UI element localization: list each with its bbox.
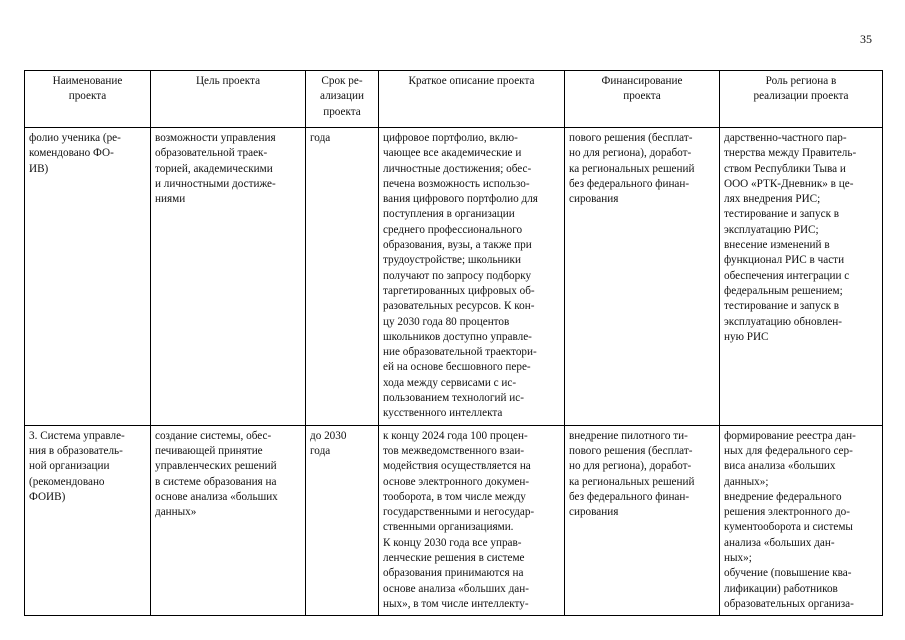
text-line: тестирование и запуск в (724, 208, 840, 221)
text-line: печивающей принятие (155, 444, 263, 457)
text-line: анализа «больших дан- (724, 536, 835, 549)
text-line: внедрение пилотного ти- (569, 429, 688, 442)
text-line: сирования (569, 193, 619, 206)
cell-project-term (306, 128, 379, 426)
text-line: Краткое описание проекта (408, 75, 535, 87)
text-line: К концу 2030 года все управ- (383, 536, 522, 549)
table-row (25, 128, 883, 426)
cell-project-financing (565, 425, 720, 616)
text-line: основе анализа «больших (155, 490, 278, 503)
text-line: образования принимаются на (383, 567, 524, 580)
text-line: и личностными достиже- (155, 177, 276, 190)
text-line: модействия осуществляется на (383, 460, 531, 473)
text-line: данных»; (724, 475, 769, 488)
text-line: чающее все академические и (383, 147, 522, 160)
header-project-goal (151, 71, 306, 128)
text-line: федеральным решением; (724, 284, 843, 297)
text-line: кусственного интеллекта (383, 407, 503, 420)
header-row (25, 71, 883, 128)
text-line: эксплуатацию обновлен- (724, 315, 842, 328)
text-line: ной организации (29, 460, 110, 473)
cell-project-description (379, 128, 565, 426)
text-line: внесение изменений в (724, 239, 830, 252)
header-project-financing (565, 71, 720, 128)
page-number: 35 (860, 32, 872, 46)
text-line: образования, вузы, а также при (383, 239, 532, 252)
cell-project-name (25, 425, 151, 616)
text-line: тестирование и запуск в (724, 300, 840, 313)
header-project-term (306, 71, 379, 128)
text-line: ных»; (724, 552, 752, 565)
text-line: цу 2030 года 80 процентов (383, 315, 510, 328)
text-line: ние образовательной траектори- (383, 346, 537, 359)
text-line: виса анализа «больших (724, 460, 836, 473)
text-line: проекта (323, 105, 361, 118)
cell-region-role (720, 128, 883, 426)
text-line: до 2030 (310, 429, 347, 442)
text-line: ленческие решения в системе (383, 552, 525, 565)
text-line: тооборота, в том числе между (383, 490, 526, 503)
text-line: решения электронного до- (724, 506, 850, 519)
text-line: дарственно-частного пар- (724, 132, 847, 144)
text-line: основе электронного докумен- (383, 475, 530, 488)
text-line: без федерального финан- (569, 177, 690, 190)
text-line: комендовано ФО- (29, 147, 114, 160)
text-line: основе анализа «больших дан- (383, 582, 529, 595)
text-line: пового решения (бесплат- (569, 132, 693, 144)
header-project-description (379, 71, 565, 128)
text-line: (рекомендовано (29, 475, 105, 488)
text-line: к концу 2024 года 100 процен- (383, 429, 528, 442)
table-row (25, 425, 883, 616)
text-line: вания цифрового портфолио для (383, 193, 538, 206)
projects-table (24, 70, 883, 616)
text-line: проекта (68, 90, 107, 103)
text-line: реализации проекта (753, 90, 849, 103)
text-line: ниями (155, 193, 186, 206)
text-line: ООО «РТК-Дневник» в це- (724, 177, 854, 190)
text-line: ка региональных решений (569, 162, 695, 175)
cell-project-term (306, 425, 379, 616)
text-line: разовательных ресурсов. К кон- (383, 300, 535, 313)
text-line: внедрение федерального (724, 490, 842, 503)
text-line: сирования (569, 506, 619, 519)
text-line: личностные достижения; обес- (383, 162, 532, 175)
text-line: тнерства между Правитель- (724, 147, 857, 160)
text-line: Срок ре- (321, 75, 363, 87)
text-line: 3. Система управле- (29, 429, 125, 442)
cell-project-goal (151, 425, 306, 616)
cell-project-financing (565, 128, 720, 426)
text-line: обеспечения интеграции с (724, 269, 850, 282)
text-line: возможности управления (155, 132, 276, 144)
text-line: таргетированных цифровых об- (383, 284, 535, 297)
text-line: пового решения (бесплат- (569, 444, 693, 457)
text-line: кументооборота и системы (724, 521, 853, 534)
header-project-name (25, 71, 151, 128)
text-line: обучение (повышение ква- (724, 567, 852, 580)
text-line: ка региональных решений (569, 475, 695, 488)
text-line: но для региона), доработ- (569, 460, 692, 473)
text-line: в системе образования на (155, 475, 277, 488)
text-line: тов межведомственного взаи- (383, 444, 525, 457)
cell-project-goal (151, 128, 306, 426)
text-line: но для региона), доработ- (569, 147, 692, 160)
text-line: без федерального финан- (569, 490, 690, 503)
text-line: Роль региона в (765, 75, 837, 87)
text-line: ную РИС (724, 330, 769, 343)
text-line: образовательной траек- (155, 147, 268, 160)
text-line: эксплуатацию РИС; (724, 223, 819, 236)
text-line: хода между сервисами с ис- (383, 376, 517, 389)
text-line: фолио ученика (ре- (29, 132, 121, 144)
cell-project-description (379, 425, 565, 616)
text-line: школьников доступно управле- (383, 330, 532, 343)
cell-project-name (25, 128, 151, 426)
text-line: функционал РИС в части (724, 254, 845, 267)
cell-region-role (720, 425, 883, 616)
text-line: Наименование (52, 75, 123, 87)
text-line: трудоустройстве; школьники (383, 254, 521, 267)
text-line: ством Республики Тыва и (724, 162, 846, 175)
text-line: ИВ) (29, 162, 49, 175)
text-line: Цель проекта (195, 75, 261, 87)
text-line: создание системы, обес- (155, 429, 272, 442)
text-line: ных для федерального сер- (724, 444, 853, 457)
header-region-role (720, 71, 883, 128)
text-line: пользованием технологий ис- (383, 392, 524, 405)
text-line: лификации) работников (724, 582, 838, 595)
text-line: года (310, 132, 331, 144)
text-line: управленческих решений (155, 460, 277, 473)
text-line: среднего профессионального (383, 223, 523, 236)
text-line: образовательных организа- (724, 597, 854, 610)
text-line: данных» (155, 506, 197, 519)
text-line: торией, академическими (155, 162, 273, 175)
text-line: печена возможность использо- (383, 177, 530, 190)
text-line: цифровое портфолио, вклю- (383, 132, 518, 144)
text-line: ственными организациями. (383, 521, 514, 534)
text-line: поступления в организации (383, 208, 515, 221)
text-line: государственными и негосудар- (383, 506, 535, 519)
text-line: формирование реестра дан- (724, 429, 856, 442)
text-line: ей на основе бесшовного пере- (383, 361, 531, 374)
text-line: ФОИВ) (29, 490, 66, 503)
text-line: лях внедрения РИС; (724, 193, 821, 206)
text-line: проекта (623, 90, 661, 103)
text-line: получают по запросу подборку (383, 269, 532, 282)
text-line: ных», в том числе интеллекту- (383, 597, 529, 610)
text-line: ния в образователь- (29, 444, 123, 457)
text-line: года (310, 444, 331, 457)
text-line: ализации (320, 90, 364, 103)
text-line: Финансирование (601, 75, 683, 87)
